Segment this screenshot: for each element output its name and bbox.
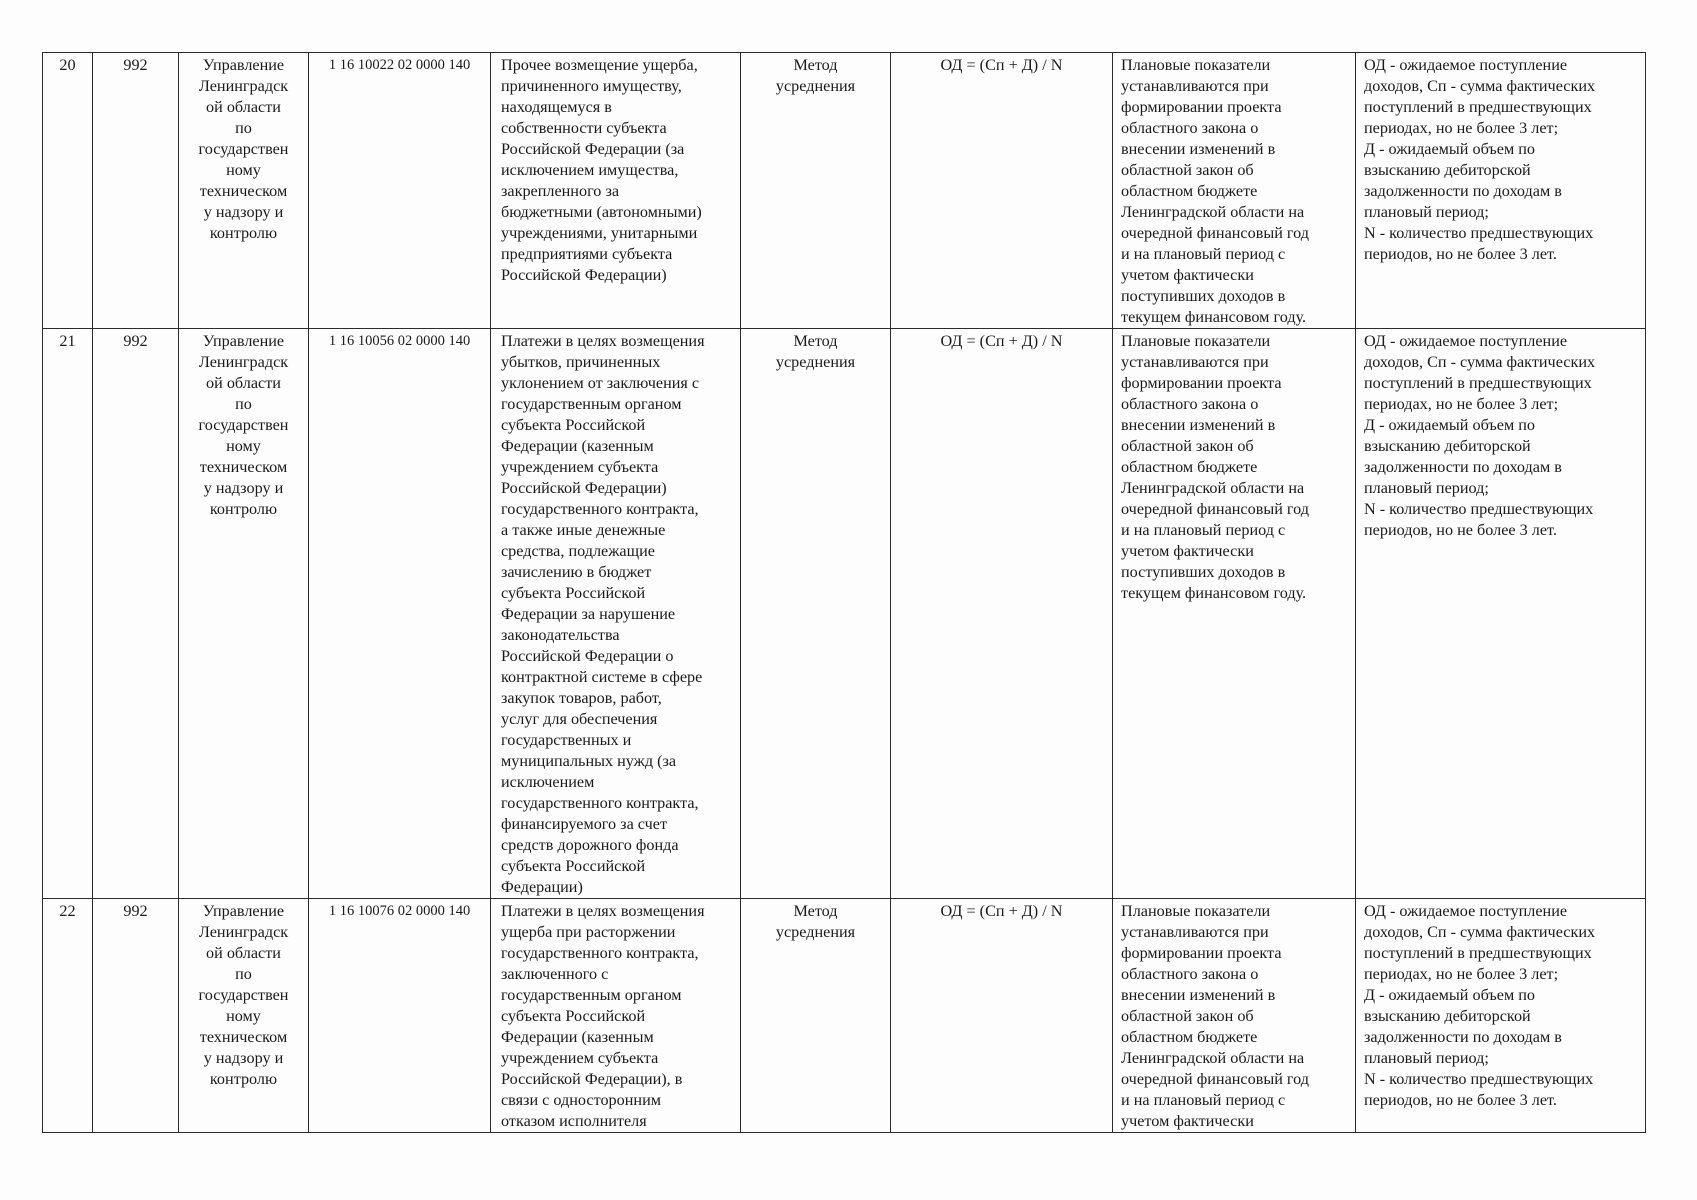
formula-cell xyxy=(891,899,1113,1133)
administrator-name: Управление Ленинградск ой области по государствен ному техническом у надзору и контролю xyxy=(198,56,289,242)
planning-cell xyxy=(1113,899,1356,1133)
income-name: Платежи в целях возмещения ущерба при расторжении государственного контракта, заключенного с государственным органом субъекта Российской Федерации (казенным учреждением субъекта Российской Федерации), в связи с односторонним отказом исполнителя xyxy=(501,902,705,1130)
calculation-method: Метод усреднения xyxy=(775,902,856,941)
administrator-cell xyxy=(179,53,309,329)
kbk-cell xyxy=(309,899,491,1133)
admin-code: 992 xyxy=(123,56,148,74)
income-name-cell xyxy=(491,899,741,1133)
planning-description: Плановые показатели устанавливаются при формировании проекта областного закона о внесении изменений в областной закон об областном бюджете Ленинградской области на очередной финансовый год и на плановый период с учетом фактически xyxy=(1121,902,1310,1130)
legend-cell xyxy=(1356,329,1646,899)
legend-cell xyxy=(1356,53,1646,329)
legend-cell xyxy=(1356,899,1646,1133)
planning-description: Плановые показатели устанавливаются при формировании проекта областного закона о внесении изменений в областной закон об областном бюджете Ленинградской области на очередной финансовый год и на плановый период с учетом фактически поступивших доходов в текущем финансовом году. xyxy=(1121,56,1310,326)
row-number: 20 xyxy=(59,56,76,74)
formula-cell xyxy=(891,329,1113,899)
admin-code: 992 xyxy=(123,332,148,350)
admin-code: 992 xyxy=(123,902,148,920)
table-row xyxy=(43,329,1646,899)
income-name-cell xyxy=(491,329,741,899)
formula-cell xyxy=(891,53,1113,329)
administrator-name: Управление Ленинградск ой области по государствен ному техническом у надзору и контролю xyxy=(198,902,289,1088)
kbk-code: 1 16 10076 02 0000 140 xyxy=(328,903,471,919)
calculation-formula: ОД = (Сп + Д) / N xyxy=(940,902,1063,920)
kbk-code: 1 16 10022 02 0000 140 xyxy=(328,57,471,73)
administrator-cell xyxy=(179,899,309,1133)
row-number-cell xyxy=(43,899,93,1133)
method-cell xyxy=(741,899,891,1133)
planning-cell xyxy=(1113,53,1356,329)
income-forecast-table xyxy=(42,52,1646,1133)
kbk-cell xyxy=(309,53,491,329)
kbk-cell xyxy=(309,329,491,899)
method-cell xyxy=(741,329,891,899)
admin-code-cell xyxy=(93,329,179,899)
administrator-cell xyxy=(179,329,309,899)
income-name-cell xyxy=(491,53,741,329)
admin-code-cell xyxy=(93,899,179,1133)
row-number-cell xyxy=(43,329,93,899)
row-number-cell xyxy=(43,53,93,329)
income-name: Прочее возмещение ущерба, причиненного имуществу, находящемуся в собственности субъекта Российской Федерации (за исключением имущества, закрепленного за бюджетными (автономными) учреждениями, унитарными предприятиями субъекта Российской Федерации) xyxy=(501,56,702,284)
planning-cell xyxy=(1113,329,1356,899)
calculation-method: Метод усреднения xyxy=(775,56,856,95)
row-number: 21 xyxy=(59,332,76,350)
kbk-code: 1 16 10056 02 0000 140 xyxy=(328,333,471,349)
formula-legend: ОД - ожидаемое поступление доходов, Сп - сумма фактических поступлений в предшествующих периодах, но не более 3 лет; Д - ожидаемый объем по взысканию дебиторской задолженности по доходам в плановый период; N - количество предшествующих периодов, но не более 3 лет. xyxy=(1364,902,1596,1109)
administrator-name: Управление Ленинградск ой области по государствен ному техническом у надзору и контролю xyxy=(198,332,289,518)
formula-legend: ОД - ожидаемое поступление доходов, Сп - сумма фактических поступлений в предшествующих периодах, но не более 3 лет; Д - ожидаемый объем по взысканию дебиторской задолженности по доходам в плановый период; N - количество предшествующих периодов, но не более 3 лет. xyxy=(1364,56,1596,263)
formula-legend: ОД - ожидаемое поступление доходов, Сп - сумма фактических поступлений в предшествующих периодах, но не более 3 лет; Д - ожидаемый объем по взысканию дебиторской задолженности по доходам в плановый период; N - количество предшествующих периодов, но не более 3 лет. xyxy=(1364,332,1596,539)
table-row xyxy=(43,53,1646,329)
method-cell xyxy=(741,53,891,329)
admin-code-cell xyxy=(93,53,179,329)
calculation-method: Метод усреднения xyxy=(775,332,856,371)
calculation-formula: ОД = (Сп + Д) / N xyxy=(940,332,1063,350)
calculation-formula: ОД = (Сп + Д) / N xyxy=(940,56,1063,74)
planning-description: Плановые показатели устанавливаются при формировании проекта областного закона о внесении изменений в областной закон об областном бюджете Ленинградской области на очередной финансовый год и на плановый период с учетом фактически поступивших доходов в текущем финансовом году. xyxy=(1121,332,1310,602)
table-row xyxy=(43,899,1646,1133)
row-number: 22 xyxy=(59,902,76,920)
income-name: Платежи в целях возмещения убытков, причиненных уклонением от заключения с государственным органом субъекта Российской Федерации (казенным учреждением субъекта Российской Федерации) государственного контракта, а также иные денежные средства, подлежащие зачислению в бюджет субъекта Российской Федерации за нарушение законодательства Российской Федерации о контрактной системе в сфере закупок товаров, работ, услуг для обеспечения государственных и муниципальных нужд (за исключением государственного контракта, финансируемого за счет средств дорожного фонда субъекта Российской Федерации) xyxy=(501,332,705,896)
